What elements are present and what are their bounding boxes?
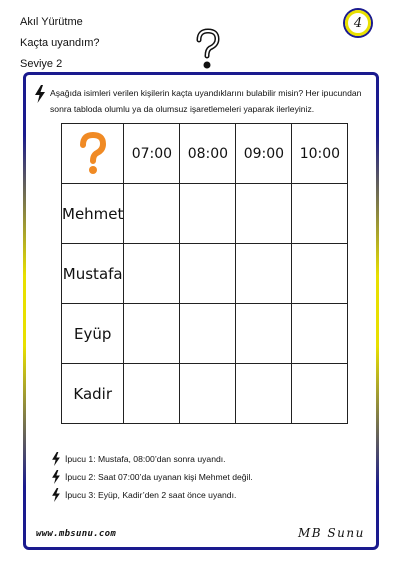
header-level: Seviye 2 [20,58,63,70]
grid-cell[interactable] [292,304,348,364]
clue-text: İpucu 3: Eyüp, Kadir’den 2 saat önce uyandı. [65,490,237,500]
grid-cell[interactable] [236,364,292,424]
clue-2 [51,470,253,484]
grid-corner [62,124,124,184]
time-header: 07:00 [124,124,180,184]
brand-signature: MB Sunu [298,526,365,540]
lightning-icon [51,488,61,502]
grid-cell[interactable] [124,364,180,424]
grid-cell[interactable] [236,184,292,244]
grid-row [62,304,348,364]
website-link[interactable]: www.mbsunu.com [36,529,117,539]
name-cell: Mehmet [62,184,124,244]
time-header: 10:00 [292,124,348,184]
clue-1 [51,452,226,466]
question-mark-icon [190,28,224,72]
grid-cell[interactable] [124,244,180,304]
header-topic: Akıl Yürütme [20,16,83,28]
puzzle-frame [23,72,379,550]
grid-row [62,364,348,424]
grid-cell[interactable] [180,364,236,424]
logic-grid [61,123,348,424]
clue-3 [51,488,236,502]
grid-row [62,244,348,304]
clue-text: İpucu 1: Mustafa, 08:00’dan sonra uyandı. [65,454,226,464]
grid-cell[interactable] [124,184,180,244]
grid-cell[interactable] [292,244,348,304]
grid-cell[interactable] [180,244,236,304]
lightning-icon [51,470,61,484]
time-header: 09:00 [236,124,292,184]
grid-cell[interactable] [180,184,236,244]
orange-question-icon [76,132,110,176]
name-cell: Mustafa [62,244,124,304]
name-cell: Kadir [62,364,124,424]
grid-cell[interactable] [124,304,180,364]
instruction-text: Aşağıda isimleri verilen kişilerin kaçta uyandıklarını bulabilir misin? Her ipucundan sonra tabloda olumlu ya da olumsuz işaretlemeleri yaparak ilerleyiniz. [50,88,362,114]
grid-cell[interactable] [292,184,348,244]
grid-header-row [62,124,348,184]
clue-text: İpucu 2: Saat 07:00’da uyanan kişi Mehmet değil. [65,472,253,482]
grid-row [62,184,348,244]
time-header: 08:00 [180,124,236,184]
lightning-icon [51,452,61,466]
header-title: Kaçta uyandım? [20,37,100,49]
name-cell: Eyüp [62,304,124,364]
grid-cell[interactable] [236,244,292,304]
grid-cell[interactable] [236,304,292,364]
lightning-icon [34,85,46,103]
grid-cell[interactable] [292,364,348,424]
page-number-badge: 4 [345,10,371,36]
grid-cell[interactable] [180,304,236,364]
